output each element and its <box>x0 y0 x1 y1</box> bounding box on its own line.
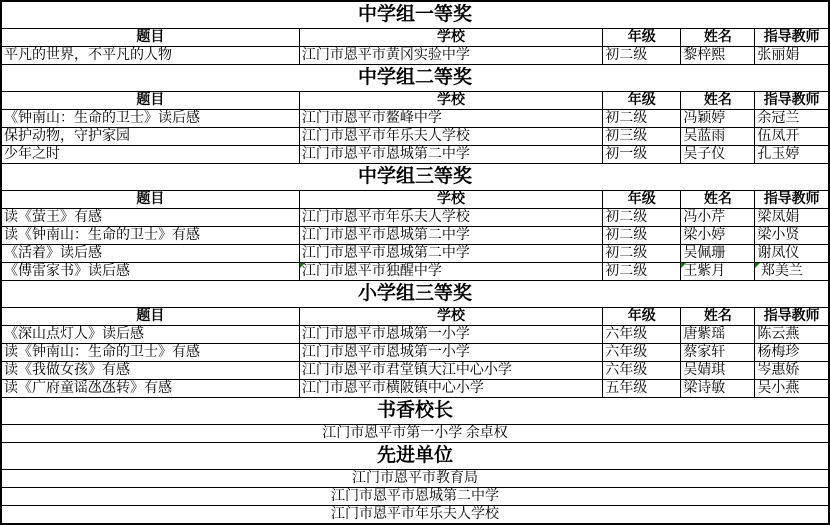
cell-teacher <box>755 245 829 263</box>
table-row <box>1 506 829 525</box>
cell-text: 《深山点灯人》读后感 <box>4 327 144 342</box>
cell-text: 江门市恩平市恩城第一小学 <box>301 345 470 360</box>
cell-text: 黎梓熙 <box>683 48 726 63</box>
column-header: 指导教师 <box>755 92 829 110</box>
cell-name <box>681 47 755 65</box>
cell-text: 读《钟南山：生命的卫士》有感 <box>4 228 200 243</box>
table-row <box>1 362 829 380</box>
cell-text: 谢凤仪 <box>757 246 800 261</box>
cell-text: 梁小婷 <box>683 228 726 243</box>
cell-text: 保护动物，守护家园 <box>4 129 130 144</box>
cell-text: 平凡的世界，不平凡的人物 <box>4 48 172 63</box>
column-header: 题目 <box>1 308 299 326</box>
cell-name <box>681 263 755 281</box>
cell-grade <box>603 47 681 65</box>
section-title: 先进单位 <box>1 443 829 470</box>
table-row <box>1 209 829 227</box>
cell-title <box>1 380 299 398</box>
cell-grade <box>603 362 681 380</box>
merged-cell <box>1 488 829 506</box>
cell-text: 少年之时 <box>4 147 60 162</box>
column-header-row <box>1 191 829 209</box>
cell-text: 初二级 <box>605 111 648 126</box>
cell-text: 孔玉婷 <box>757 147 800 162</box>
cell-text: 六年级 <box>605 327 648 342</box>
cell-text: 梁小贤 <box>757 228 800 243</box>
cell-school <box>299 110 602 128</box>
cell-text: 吴佩珊 <box>683 246 726 261</box>
error-marker-icon <box>755 263 760 268</box>
section-title-row <box>1 65 829 92</box>
cell-text: 唐紫瑶 <box>683 327 726 342</box>
column-header: 题目 <box>1 92 299 110</box>
cell-text: 杨梅珍 <box>757 345 800 360</box>
cell-name <box>681 344 755 362</box>
cell-text: 王紫月 <box>683 264 726 279</box>
cell-text: 江门市恩平市年乐夫人学校 <box>301 210 470 225</box>
column-header: 指导教师 <box>755 308 829 326</box>
cell-text: 初二级 <box>605 246 648 261</box>
column-header-row <box>1 308 829 326</box>
cell-grade <box>603 263 681 281</box>
column-header: 姓名 <box>681 308 755 326</box>
column-header: 题目 <box>1 29 299 47</box>
cell-teacher <box>755 380 829 398</box>
cell-text: 读《广府童谣氹氹转》有感 <box>4 381 172 396</box>
cell-title <box>1 146 299 164</box>
cell-text: 蔡家轩 <box>683 345 726 360</box>
cell-teacher <box>755 47 829 65</box>
cell-teacher <box>755 128 829 146</box>
cell-text: 江门市恩平市恩城第二中学 <box>301 228 470 243</box>
cell-text: 江门市恩平市独醒中学 <box>301 264 442 279</box>
cell-grade <box>603 209 681 227</box>
cell-title <box>1 47 299 65</box>
cell-text: 江门市恩平市恩城第一小学 <box>301 327 470 342</box>
cell-text: 冯小芹 <box>683 210 726 225</box>
merged-cell <box>1 506 829 525</box>
cell-text: 初一级 <box>605 147 648 162</box>
cell-text: 吴子仪 <box>683 147 726 162</box>
cell-text: 读《钟南山：生命的卫士》有感 <box>4 345 200 360</box>
section-title: 书香校长 <box>1 398 829 425</box>
column-header: 年级 <box>603 308 681 326</box>
column-header: 学校 <box>299 92 602 110</box>
cell-school <box>299 47 602 65</box>
column-header: 学校 <box>299 191 602 209</box>
merged-cell <box>1 470 829 488</box>
cell-grade <box>603 344 681 362</box>
column-header: 年级 <box>603 29 681 47</box>
error-marker-icon <box>681 263 686 268</box>
cell-grade <box>603 245 681 263</box>
cell-grade <box>603 146 681 164</box>
table-row <box>1 146 829 164</box>
table-row <box>1 110 829 128</box>
cell-text: 吴小燕 <box>757 381 800 396</box>
cell-title <box>1 227 299 245</box>
merged-cell <box>1 425 829 443</box>
cell-name <box>681 326 755 344</box>
cell-teacher <box>755 362 829 380</box>
column-header: 指导教师 <box>755 29 829 47</box>
table-row <box>1 245 829 263</box>
cell-teacher <box>755 110 829 128</box>
cell-text: 《钟南山：生命的卫士》读后感 <box>4 111 200 126</box>
cell-text: 张丽娟 <box>757 48 800 63</box>
cell-text: 江门市恩平市鳌峰中学 <box>301 111 442 126</box>
cell-text: 江门市恩平市年乐夫人学校 <box>331 507 499 522</box>
cell-title <box>1 245 299 263</box>
cell-text: 余冠兰 <box>757 111 800 126</box>
section-title: 中学组二等奖 <box>1 65 829 92</box>
cell-name <box>681 227 755 245</box>
cell-text: 岑惠娇 <box>757 363 800 378</box>
cell-text: 江门市恩平市黄冈实验中学 <box>301 48 470 63</box>
cell-text: 伍凤开 <box>757 129 800 144</box>
cell-grade <box>603 380 681 398</box>
section-title-row <box>1 164 829 191</box>
section-title-row <box>1 443 829 470</box>
error-marker-icon <box>300 263 305 268</box>
cell-grade <box>603 326 681 344</box>
cell-teacher <box>755 209 829 227</box>
cell-text: 初二级 <box>605 210 648 225</box>
cell-text: 六年级 <box>605 345 648 360</box>
cell-grade <box>603 128 681 146</box>
cell-title <box>1 110 299 128</box>
cell-text: 读《我做女孩》有感 <box>4 363 130 378</box>
column-header: 年级 <box>603 191 681 209</box>
cell-school <box>299 146 602 164</box>
cell-text: 江门市恩平市年乐夫人学校 <box>301 129 470 144</box>
column-header-row <box>1 92 829 110</box>
cell-text: 江门市恩平市恩城第二中学 <box>331 489 499 504</box>
cell-text: 初二级 <box>605 228 648 243</box>
table-row <box>1 425 829 443</box>
column-header-row <box>1 29 829 47</box>
column-header: 学校 <box>299 308 602 326</box>
cell-text: 江门市恩平市恩城第二中学 <box>301 246 470 261</box>
cell-title <box>1 326 299 344</box>
section-title: 中学组一等奖 <box>1 1 829 29</box>
cell-text: 《傅雷家书》读后感 <box>4 264 130 279</box>
cell-school <box>299 245 602 263</box>
cell-teacher <box>755 227 829 245</box>
cell-name <box>681 128 755 146</box>
table-row <box>1 263 829 281</box>
cell-text: 陈云燕 <box>757 327 800 342</box>
cell-title <box>1 128 299 146</box>
cell-school <box>299 209 602 227</box>
cell-title <box>1 362 299 380</box>
cell-text: 梁诗敏 <box>683 381 726 396</box>
table-row <box>1 128 829 146</box>
column-header: 姓名 <box>681 191 755 209</box>
column-header: 姓名 <box>681 29 755 47</box>
cell-text: 初三级 <box>605 129 648 144</box>
table-row <box>1 227 829 245</box>
table-row <box>1 470 829 488</box>
cell-grade <box>603 110 681 128</box>
cell-title <box>1 263 299 281</box>
cell-teacher <box>755 146 829 164</box>
section-title-row <box>1 1 829 29</box>
cell-title <box>1 344 299 362</box>
table-row <box>1 380 829 398</box>
cell-text: 吴婧琪 <box>683 363 726 378</box>
cell-school <box>299 362 602 380</box>
cell-text: 吴蓝雨 <box>683 129 726 144</box>
cell-text: 江门市恩平市第一小学 余卓权 <box>322 426 508 441</box>
cell-text: 江门市恩平市君堂镇大江中心小学 <box>301 363 512 378</box>
section-title: 中学组三等奖 <box>1 164 829 191</box>
cell-text: 郑美兰 <box>757 264 803 279</box>
column-header: 指导教师 <box>755 191 829 209</box>
cell-name <box>681 209 755 227</box>
column-header: 题目 <box>1 191 299 209</box>
table-row <box>1 326 829 344</box>
table-row <box>1 47 829 65</box>
cell-name <box>681 245 755 263</box>
cell-name <box>681 380 755 398</box>
cell-school <box>299 263 602 281</box>
cell-grade <box>603 227 681 245</box>
cell-name <box>681 110 755 128</box>
section-title-row <box>1 398 829 425</box>
cell-title <box>1 209 299 227</box>
cell-school <box>299 380 602 398</box>
cell-school <box>299 128 602 146</box>
cell-school <box>299 326 602 344</box>
column-header: 学校 <box>299 29 602 47</box>
cell-text: 初二级 <box>605 48 648 63</box>
cell-text: 江门市恩平市教育局 <box>352 471 478 486</box>
table-row <box>1 344 829 362</box>
cell-name <box>681 362 755 380</box>
cell-text: 江门市恩平市横陂镇中心小学 <box>301 381 484 396</box>
column-header: 姓名 <box>681 92 755 110</box>
cell-text: 五年级 <box>605 381 648 396</box>
cell-text: 《活着》读后感 <box>4 246 102 261</box>
cell-text: 江门市恩平市恩城第二中学 <box>301 147 470 162</box>
cell-school <box>299 344 602 362</box>
cell-teacher <box>755 344 829 362</box>
column-header: 年级 <box>603 92 681 110</box>
cell-teacher <box>755 326 829 344</box>
section-title: 小学组三等奖 <box>1 281 829 308</box>
cell-text: 读《萤王》有感 <box>4 210 102 225</box>
cell-name <box>681 146 755 164</box>
section-title-row <box>1 281 829 308</box>
cell-text: 六年级 <box>605 363 648 378</box>
cell-text: 初二级 <box>605 264 648 279</box>
cell-school <box>299 227 602 245</box>
table-row <box>1 488 829 506</box>
cell-text: 梁凤娟 <box>757 210 800 225</box>
cell-text: 冯颖婷 <box>683 111 726 126</box>
cell-teacher <box>755 263 829 281</box>
award-table-body <box>1 1 829 524</box>
